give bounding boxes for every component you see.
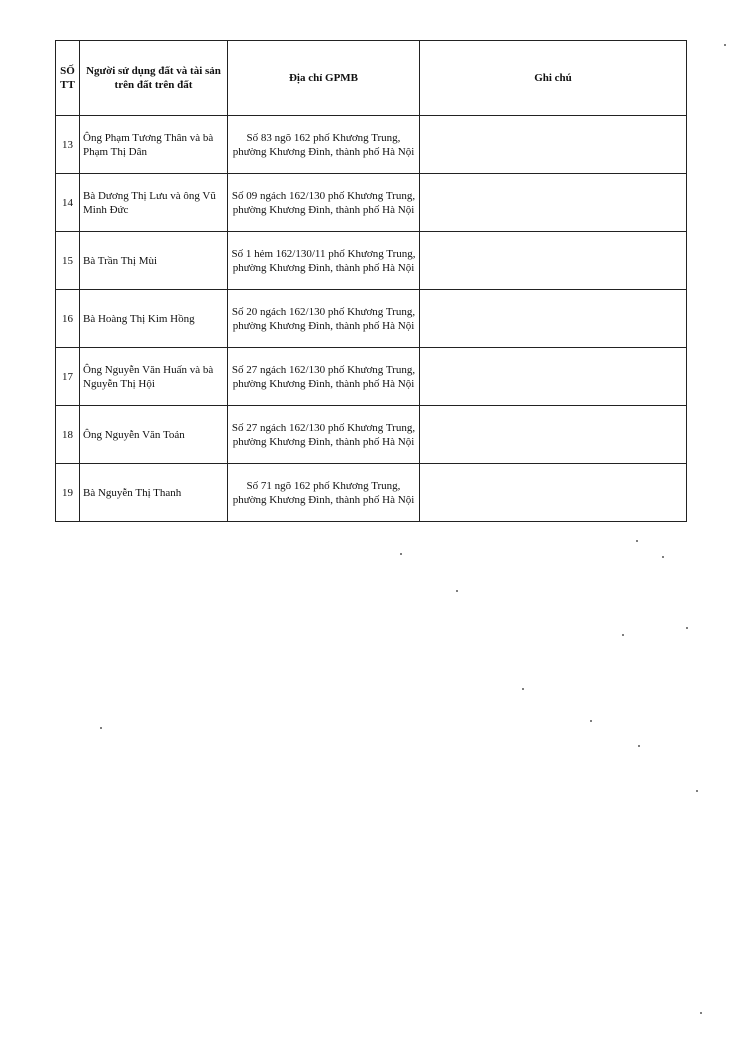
table-row bbox=[56, 232, 687, 290]
scan-speck bbox=[636, 540, 638, 542]
row-stt: 13 bbox=[56, 116, 80, 174]
scan-speck bbox=[700, 1012, 702, 1014]
header-stt: SỐ TT bbox=[56, 41, 80, 116]
row-owner: Ông Phạm Tương Thân và bà Phạm Thị Dân bbox=[80, 116, 228, 174]
table-row bbox=[56, 464, 687, 522]
row-owner: Ông Nguyễn Văn Toản bbox=[80, 406, 228, 464]
row-note bbox=[420, 174, 687, 232]
scan-speck bbox=[100, 727, 102, 729]
table-row bbox=[56, 174, 687, 232]
scan-speck bbox=[662, 556, 664, 558]
table-row bbox=[56, 290, 687, 348]
header-address: Địa chỉ GPMB bbox=[228, 41, 420, 116]
header-note: Ghi chú bbox=[420, 41, 687, 116]
row-owner: Bà Nguyễn Thị Thanh bbox=[80, 464, 228, 522]
row-stt: 15 bbox=[56, 232, 80, 290]
row-stt: 19 bbox=[56, 464, 80, 522]
scan-speck bbox=[522, 688, 524, 690]
header-row bbox=[56, 41, 687, 116]
scan-speck bbox=[590, 720, 592, 722]
row-stt: 16 bbox=[56, 290, 80, 348]
row-note bbox=[420, 464, 687, 522]
row-address: Số 27 ngách 162/130 phố Khương Trung, phường Khương Đình, thành phố Hà Nội bbox=[228, 348, 420, 406]
header-owner: Người sử dụng đất và tài sản trên đất trên đất bbox=[80, 41, 228, 116]
row-note bbox=[420, 232, 687, 290]
row-address: Số 27 ngách 162/130 phố Khương Trung, phường Khương Đình, thành phố Hà Nội bbox=[228, 406, 420, 464]
table-row bbox=[56, 116, 687, 174]
scan-speck bbox=[638, 745, 640, 747]
scan-speck bbox=[400, 553, 402, 555]
row-stt: 14 bbox=[56, 174, 80, 232]
row-address: Số 71 ngõ 162 phố Khương Trung, phường Khương Đình, thành phố Hà Nội bbox=[228, 464, 420, 522]
land-clearance-table bbox=[55, 40, 687, 522]
row-note bbox=[420, 290, 687, 348]
scan-speck bbox=[724, 44, 726, 46]
row-owner: Bà Trần Thị Mùi bbox=[80, 232, 228, 290]
scan-speck bbox=[686, 627, 688, 629]
row-address: Số 20 ngách 162/130 phố Khương Trung, phường Khương Đình, thành phố Hà Nội bbox=[228, 290, 420, 348]
row-owner: Bà Hoàng Thị Kim Hồng bbox=[80, 290, 228, 348]
row-note bbox=[420, 348, 687, 406]
row-owner: Bà Dương Thị Lưu và ông Vũ Minh Đức bbox=[80, 174, 228, 232]
row-address: Số 1 hẻm 162/130/11 phố Khương Trung, phường Khương Đình, thành phố Hà Nội bbox=[228, 232, 420, 290]
row-note bbox=[420, 406, 687, 464]
row-stt: 17 bbox=[56, 348, 80, 406]
scan-speck bbox=[456, 590, 458, 592]
table-row bbox=[56, 348, 687, 406]
row-address: Số 83 ngõ 162 phố Khương Trung, phường Khương Đình, thành phố Hà Nội bbox=[228, 116, 420, 174]
row-stt: 18 bbox=[56, 406, 80, 464]
row-note bbox=[420, 116, 687, 174]
scan-speck bbox=[696, 790, 698, 792]
row-address: Số 09 ngách 162/130 phố Khương Trung, phường Khương Đình, thành phố Hà Nội bbox=[228, 174, 420, 232]
table-row bbox=[56, 406, 687, 464]
row-owner: Ông Nguyễn Văn Huấn và bà Nguyễn Thị Hội bbox=[80, 348, 228, 406]
scan-speck bbox=[622, 634, 624, 636]
